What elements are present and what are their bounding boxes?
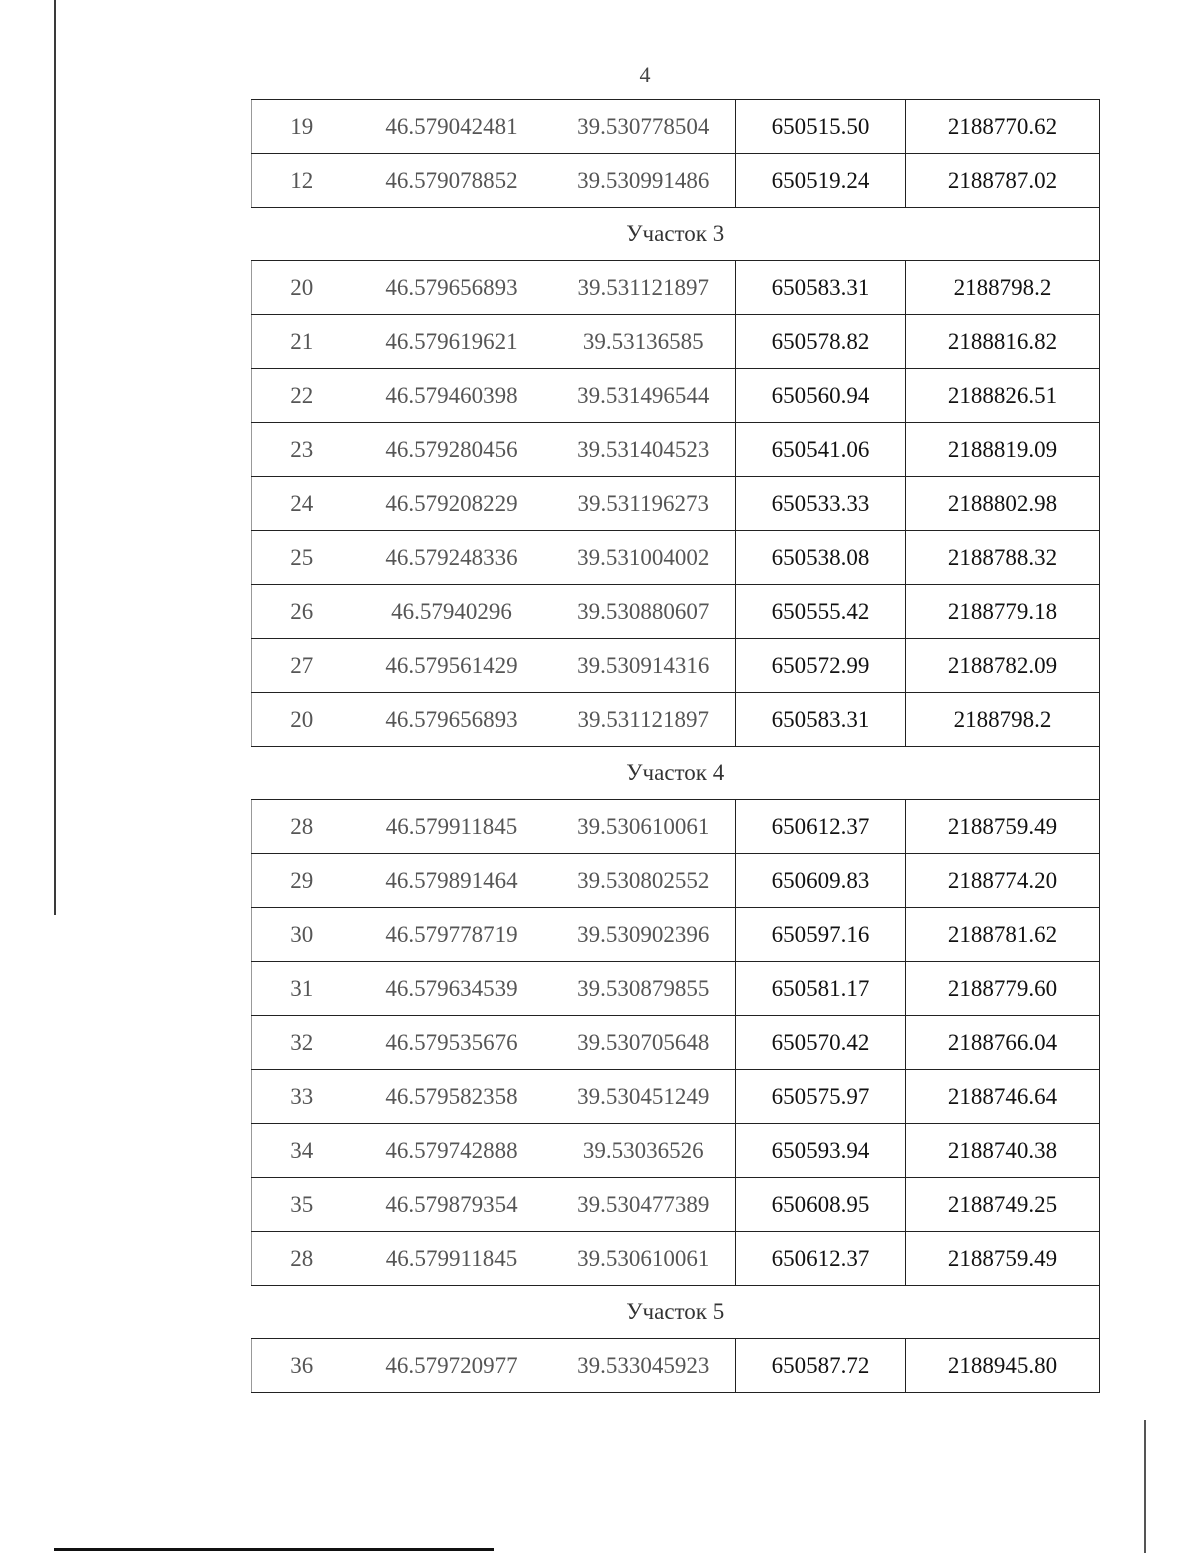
point-number-cell: 20 xyxy=(252,693,352,747)
table-row xyxy=(252,1124,1100,1178)
longitude-cell: 39.531196273 xyxy=(552,477,736,531)
table-row xyxy=(252,531,1100,585)
table-row xyxy=(252,1339,1100,1393)
x-coordinate-cell: 650541.06 xyxy=(736,423,906,477)
x-coordinate-cell: 650515.50 xyxy=(736,100,906,154)
longitude-cell: 39.530880607 xyxy=(552,585,736,639)
table-row xyxy=(252,369,1100,423)
x-coordinate-cell: 650519.24 xyxy=(736,154,906,208)
x-coordinate-cell: 650572.99 xyxy=(736,639,906,693)
latitude-cell: 46.579460398 xyxy=(352,369,552,423)
latitude-cell: 46.579911845 xyxy=(352,1232,552,1286)
point-number-cell: 23 xyxy=(252,423,352,477)
scan-edge-left xyxy=(54,0,56,915)
point-number-cell: 12 xyxy=(252,154,352,208)
latitude-cell: 46.579891464 xyxy=(352,854,552,908)
longitude-cell: 39.530802552 xyxy=(552,854,736,908)
latitude-cell: 46.579248336 xyxy=(352,531,552,585)
longitude-cell: 39.530991486 xyxy=(552,154,736,208)
longitude-cell: 39.530477389 xyxy=(552,1178,736,1232)
x-coordinate-cell: 650575.97 xyxy=(736,1070,906,1124)
point-number-cell: 22 xyxy=(252,369,352,423)
y-coordinate-cell: 2188945.80 xyxy=(906,1339,1100,1393)
latitude-cell: 46.579778719 xyxy=(352,908,552,962)
y-coordinate-cell: 2188770.62 xyxy=(906,100,1100,154)
longitude-cell: 39.530451249 xyxy=(552,1070,736,1124)
latitude-cell: 46.579879354 xyxy=(352,1178,552,1232)
longitude-cell: 39.533045923 xyxy=(552,1339,736,1393)
y-coordinate-cell: 2188819.09 xyxy=(906,423,1100,477)
latitude-cell: 46.579619621 xyxy=(352,315,552,369)
coordinates-table-body xyxy=(252,100,1100,1393)
page-number: 4 xyxy=(639,62,651,87)
latitude-cell: 46.579280456 xyxy=(352,423,552,477)
y-coordinate-cell: 2188781.62 xyxy=(906,908,1100,962)
latitude-cell: 46.579634539 xyxy=(352,962,552,1016)
x-coordinate-cell: 650593.94 xyxy=(736,1124,906,1178)
x-coordinate-cell: 650609.83 xyxy=(736,854,906,908)
x-coordinate-cell: 650583.31 xyxy=(736,261,906,315)
x-coordinate-cell: 650581.17 xyxy=(736,962,906,1016)
latitude-cell: 46.579582358 xyxy=(352,1070,552,1124)
y-coordinate-cell: 2188816.82 xyxy=(906,315,1100,369)
section-title: Участок 4 xyxy=(252,747,1100,800)
table-row xyxy=(252,908,1100,962)
point-number-cell: 27 xyxy=(252,639,352,693)
point-number-cell: 19 xyxy=(252,100,352,154)
coordinates-table xyxy=(251,99,1100,1393)
section-header-row xyxy=(252,747,1100,800)
table-row xyxy=(252,477,1100,531)
y-coordinate-cell: 2188782.09 xyxy=(906,639,1100,693)
table-row xyxy=(252,800,1100,854)
table-row xyxy=(252,100,1100,154)
table-row xyxy=(252,1178,1100,1232)
x-coordinate-cell: 650583.31 xyxy=(736,693,906,747)
latitude-cell: 46.579742888 xyxy=(352,1124,552,1178)
table-row xyxy=(252,585,1100,639)
y-coordinate-cell: 2188746.64 xyxy=(906,1070,1100,1124)
x-coordinate-cell: 650578.82 xyxy=(736,315,906,369)
table-row xyxy=(252,693,1100,747)
y-coordinate-cell: 2188779.18 xyxy=(906,585,1100,639)
x-coordinate-cell: 650587.72 xyxy=(736,1339,906,1393)
table-row xyxy=(252,315,1100,369)
longitude-cell: 39.53036526 xyxy=(552,1124,736,1178)
y-coordinate-cell: 2188766.04 xyxy=(906,1016,1100,1070)
x-coordinate-cell: 650612.37 xyxy=(736,1232,906,1286)
scan-edge-right xyxy=(1144,1420,1146,1553)
table-row xyxy=(252,854,1100,908)
y-coordinate-cell: 2188798.2 xyxy=(906,693,1100,747)
latitude-cell: 46.579911845 xyxy=(352,800,552,854)
x-coordinate-cell: 650560.94 xyxy=(736,369,906,423)
y-coordinate-cell: 2188759.49 xyxy=(906,800,1100,854)
point-number-cell: 34 xyxy=(252,1124,352,1178)
table-row xyxy=(252,962,1100,1016)
point-number-cell: 29 xyxy=(252,854,352,908)
table-row xyxy=(252,261,1100,315)
point-number-cell: 28 xyxy=(252,800,352,854)
latitude-cell: 46.579720977 xyxy=(352,1339,552,1393)
x-coordinate-cell: 650612.37 xyxy=(736,800,906,854)
longitude-cell: 39.530610061 xyxy=(552,800,736,854)
y-coordinate-cell: 2188798.2 xyxy=(906,261,1100,315)
y-coordinate-cell: 2188749.25 xyxy=(906,1178,1100,1232)
section-title: Участок 5 xyxy=(252,1286,1100,1339)
latitude-cell: 46.579656893 xyxy=(352,261,552,315)
latitude-cell: 46.579042481 xyxy=(352,100,552,154)
table-row xyxy=(252,1232,1100,1286)
latitude-cell: 46.579656893 xyxy=(352,693,552,747)
table-row xyxy=(252,423,1100,477)
point-number-cell: 21 xyxy=(252,315,352,369)
section-header-row xyxy=(252,208,1100,261)
longitude-cell: 39.530902396 xyxy=(552,908,736,962)
longitude-cell: 39.530879855 xyxy=(552,962,736,1016)
point-number-cell: 31 xyxy=(252,962,352,1016)
longitude-cell: 39.531496544 xyxy=(552,369,736,423)
table-row xyxy=(252,154,1100,208)
table-row xyxy=(252,1016,1100,1070)
point-number-cell: 25 xyxy=(252,531,352,585)
x-coordinate-cell: 650538.08 xyxy=(736,531,906,585)
y-coordinate-cell: 2188740.38 xyxy=(906,1124,1100,1178)
longitude-cell: 39.530914316 xyxy=(552,639,736,693)
longitude-cell: 39.531404523 xyxy=(552,423,736,477)
y-coordinate-cell: 2188774.20 xyxy=(906,854,1100,908)
section-header-row xyxy=(252,1286,1100,1339)
longitude-cell: 39.530705648 xyxy=(552,1016,736,1070)
point-number-cell: 26 xyxy=(252,585,352,639)
x-coordinate-cell: 650597.16 xyxy=(736,908,906,962)
longitude-cell: 39.53136585 xyxy=(552,315,736,369)
section-title: Участок 3 xyxy=(252,208,1100,261)
latitude-cell: 46.579535676 xyxy=(352,1016,552,1070)
x-coordinate-cell: 650570.42 xyxy=(736,1016,906,1070)
longitude-cell: 39.531004002 xyxy=(552,531,736,585)
x-coordinate-cell: 650608.95 xyxy=(736,1178,906,1232)
y-coordinate-cell: 2188802.98 xyxy=(906,477,1100,531)
y-coordinate-cell: 2188826.51 xyxy=(906,369,1100,423)
latitude-cell: 46.579208229 xyxy=(352,477,552,531)
table-row xyxy=(252,639,1100,693)
latitude-cell: 46.579561429 xyxy=(352,639,552,693)
point-number-cell: 32 xyxy=(252,1016,352,1070)
point-number-cell: 36 xyxy=(252,1339,352,1393)
x-coordinate-cell: 650533.33 xyxy=(736,477,906,531)
point-number-cell: 30 xyxy=(252,908,352,962)
scan-edge-bottom xyxy=(54,1548,494,1551)
x-coordinate-cell: 650555.42 xyxy=(736,585,906,639)
y-coordinate-cell: 2188787.02 xyxy=(906,154,1100,208)
longitude-cell: 39.530778504 xyxy=(552,100,736,154)
point-number-cell: 28 xyxy=(252,1232,352,1286)
y-coordinate-cell: 2188788.32 xyxy=(906,531,1100,585)
longitude-cell: 39.531121897 xyxy=(552,693,736,747)
y-coordinate-cell: 2188759.49 xyxy=(906,1232,1100,1286)
longitude-cell: 39.531121897 xyxy=(552,261,736,315)
point-number-cell: 24 xyxy=(252,477,352,531)
point-number-cell: 20 xyxy=(252,261,352,315)
longitude-cell: 39.530610061 xyxy=(552,1232,736,1286)
point-number-cell: 33 xyxy=(252,1070,352,1124)
latitude-cell: 46.579078852 xyxy=(352,154,552,208)
point-number-cell: 35 xyxy=(252,1178,352,1232)
table-row xyxy=(252,1070,1100,1124)
y-coordinate-cell: 2188779.60 xyxy=(906,962,1100,1016)
latitude-cell: 46.57940296 xyxy=(352,585,552,639)
